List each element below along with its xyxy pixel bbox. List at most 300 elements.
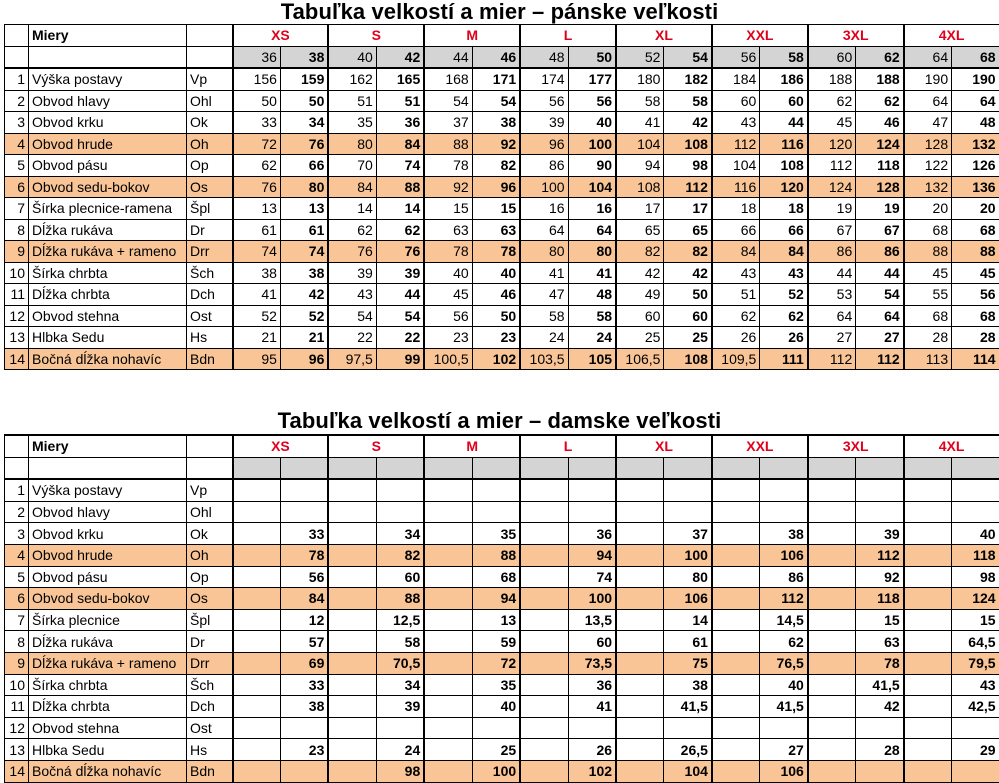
measure-empty bbox=[424, 501, 472, 523]
measure-value: 21 bbox=[233, 327, 281, 349]
measure-value bbox=[856, 717, 904, 739]
measure-value bbox=[568, 501, 616, 523]
measure-empty bbox=[233, 588, 281, 610]
measure-value: 58 bbox=[376, 631, 424, 653]
measure-value: 24 bbox=[376, 739, 424, 761]
measure-value bbox=[760, 501, 808, 523]
measure-value: 35 bbox=[472, 523, 520, 545]
measure-value: 106,5 bbox=[616, 348, 664, 370]
subsize-cell bbox=[280, 457, 328, 479]
measure-empty bbox=[424, 696, 472, 718]
measure-value bbox=[760, 717, 808, 739]
measure-value: 61 bbox=[664, 631, 712, 653]
measure-value: 35 bbox=[328, 112, 376, 134]
measure-name: Obvod hlavy bbox=[29, 501, 187, 523]
measure-empty bbox=[233, 717, 281, 739]
header-row bbox=[5, 435, 999, 457]
subsize-cell bbox=[808, 457, 856, 479]
measure-empty bbox=[616, 479, 664, 501]
measure-value: 24 bbox=[520, 327, 568, 349]
measure-value: 65 bbox=[616, 219, 664, 241]
measure-value: 94 bbox=[568, 544, 616, 566]
measure-value: 114 bbox=[952, 348, 999, 370]
measure-value: 25 bbox=[664, 327, 712, 349]
measure-value bbox=[280, 760, 328, 782]
measure-value: 92 bbox=[424, 176, 472, 198]
measure-row bbox=[5, 479, 999, 501]
measure-value: 40 bbox=[952, 523, 999, 545]
measure-row bbox=[5, 262, 999, 284]
measure-value: 82 bbox=[664, 241, 712, 263]
measure-value: 188 bbox=[808, 68, 856, 90]
subsize-cell: 52 bbox=[616, 46, 664, 68]
measure-value: 82 bbox=[472, 155, 520, 177]
measure-name: Hlbka Sedu bbox=[29, 327, 187, 349]
measure-value: 38 bbox=[280, 262, 328, 284]
measure-empty bbox=[904, 717, 952, 739]
measure-value bbox=[952, 501, 999, 523]
subsize-cell: 54 bbox=[664, 46, 712, 68]
measure-value: 45 bbox=[808, 112, 856, 134]
measure-value: 118 bbox=[952, 544, 999, 566]
subsize-cell: 42 bbox=[376, 46, 424, 68]
measure-value: 56 bbox=[424, 305, 472, 327]
measure-value: 84 bbox=[712, 241, 760, 263]
measure-value: 72 bbox=[472, 652, 520, 674]
measure-empty bbox=[712, 479, 760, 501]
measure-value: 15 bbox=[424, 198, 472, 220]
measure-value: 174 bbox=[520, 68, 568, 90]
measure-value: 188 bbox=[856, 68, 904, 90]
mens-size-table bbox=[4, 24, 999, 370]
measure-value: 39 bbox=[328, 262, 376, 284]
measure-abbr: Drr bbox=[187, 241, 233, 263]
measure-abbr: Bdn bbox=[187, 348, 233, 370]
measure-value: 190 bbox=[904, 68, 952, 90]
measure-empty bbox=[520, 674, 568, 696]
measure-value bbox=[568, 479, 616, 501]
measure-value: 47 bbox=[520, 284, 568, 306]
subsize-cell bbox=[664, 457, 712, 479]
measure-name: Šírka plecnice bbox=[29, 609, 187, 631]
measure-value: 118 bbox=[856, 155, 904, 177]
blank-cell bbox=[5, 46, 29, 68]
measure-abbr: Hs bbox=[187, 327, 233, 349]
measure-abbr: Vp bbox=[187, 68, 233, 90]
subsize-cell: 68 bbox=[952, 46, 999, 68]
subsize-cell bbox=[904, 457, 952, 479]
measure-value: 75 bbox=[664, 652, 712, 674]
measure-value: 37 bbox=[424, 112, 472, 134]
measure-value: 19 bbox=[856, 198, 904, 220]
measure-value: 61 bbox=[233, 219, 281, 241]
measure-value: 88 bbox=[376, 176, 424, 198]
measure-value: 45 bbox=[952, 262, 999, 284]
measure-value: 51 bbox=[328, 90, 376, 112]
measure-empty bbox=[712, 760, 760, 782]
measure-value: 34 bbox=[376, 674, 424, 696]
measure-empty bbox=[328, 696, 376, 718]
measure-value: 42 bbox=[664, 262, 712, 284]
subsize-cell: 38 bbox=[280, 46, 328, 68]
measure-value: 74 bbox=[233, 241, 281, 263]
measure-value: 78 bbox=[280, 544, 328, 566]
measure-value: 23 bbox=[280, 739, 328, 761]
measure-value: 186 bbox=[760, 68, 808, 90]
measure-value: 74 bbox=[376, 155, 424, 177]
measure-value bbox=[280, 479, 328, 501]
measure-empty bbox=[424, 588, 472, 610]
measure-empty bbox=[808, 631, 856, 653]
measure-empty bbox=[904, 609, 952, 631]
measure-name: Dĺžka rukáva + rameno bbox=[29, 241, 187, 263]
measure-value: 45 bbox=[904, 262, 952, 284]
row-number: 4 bbox=[5, 544, 29, 566]
measure-abbr: Dr bbox=[187, 219, 233, 241]
measure-value: 52 bbox=[233, 305, 281, 327]
subsize-cell bbox=[712, 457, 760, 479]
measure-value: 106 bbox=[664, 588, 712, 610]
measure-value: 100 bbox=[520, 176, 568, 198]
measure-value: 102 bbox=[568, 760, 616, 782]
measure-name: Obvod sedu-bokov bbox=[29, 176, 187, 198]
measure-value: 132 bbox=[952, 133, 999, 155]
measure-value: 126 bbox=[952, 155, 999, 177]
measure-value: 96 bbox=[280, 348, 328, 370]
measure-value: 86 bbox=[808, 241, 856, 263]
measure-empty bbox=[808, 609, 856, 631]
measure-value: 177 bbox=[568, 68, 616, 90]
measure-empty bbox=[712, 544, 760, 566]
measure-abbr: Ok bbox=[187, 523, 233, 545]
measure-value: 59 bbox=[472, 631, 520, 653]
measure-empty bbox=[616, 696, 664, 718]
measure-value bbox=[376, 501, 424, 523]
measure-value: 13 bbox=[472, 609, 520, 631]
measure-value: 64 bbox=[568, 219, 616, 241]
abbr-header bbox=[187, 25, 233, 47]
measure-name: Obvod stehna bbox=[29, 305, 187, 327]
measure-empty bbox=[424, 544, 472, 566]
row-number: 13 bbox=[5, 739, 29, 761]
measure-row bbox=[5, 501, 999, 523]
measure-value: 88 bbox=[904, 241, 952, 263]
measure-empty bbox=[233, 566, 281, 588]
measure-value: 60 bbox=[568, 631, 616, 653]
measure-abbr: Dch bbox=[187, 696, 233, 718]
row-number: 7 bbox=[5, 609, 29, 631]
measure-value: 128 bbox=[904, 133, 952, 155]
measure-value bbox=[472, 501, 520, 523]
measure-value: 116 bbox=[760, 133, 808, 155]
measure-value: 57 bbox=[280, 631, 328, 653]
measure-empty bbox=[712, 588, 760, 610]
subsize-cell: 50 bbox=[568, 46, 616, 68]
size-header: XS bbox=[233, 25, 329, 47]
measure-empty bbox=[616, 674, 664, 696]
subsize-cell bbox=[760, 457, 808, 479]
blank-cell bbox=[5, 457, 29, 479]
measure-value: 76 bbox=[328, 241, 376, 263]
measure-empty bbox=[904, 631, 952, 653]
measure-value: 58 bbox=[616, 90, 664, 112]
measure-value: 16 bbox=[568, 198, 616, 220]
measure-value: 63 bbox=[856, 631, 904, 653]
measure-value: 36 bbox=[568, 674, 616, 696]
measure-value: 21 bbox=[280, 327, 328, 349]
measure-abbr: Drr bbox=[187, 652, 233, 674]
measure-value: 36 bbox=[568, 523, 616, 545]
measure-abbr: Šch bbox=[187, 262, 233, 284]
measure-value: 78 bbox=[424, 241, 472, 263]
measure-value: 56 bbox=[952, 284, 999, 306]
measure-empty bbox=[904, 696, 952, 718]
measure-value: 70,5 bbox=[376, 652, 424, 674]
measure-value: 41,5 bbox=[760, 696, 808, 718]
measure-value: 64 bbox=[856, 305, 904, 327]
row-number: 9 bbox=[5, 652, 29, 674]
measure-empty bbox=[328, 674, 376, 696]
measure-value: 162 bbox=[328, 68, 376, 90]
measure-value: 84 bbox=[328, 176, 376, 198]
womens-size-table bbox=[4, 434, 999, 783]
measure-value: 69 bbox=[280, 652, 328, 674]
size-header: XS bbox=[233, 435, 329, 457]
measure-value: 33 bbox=[280, 523, 328, 545]
measure-empty bbox=[712, 501, 760, 523]
measure-value: 84 bbox=[760, 241, 808, 263]
measure-value: 68 bbox=[904, 219, 952, 241]
measure-value: 111 bbox=[760, 348, 808, 370]
measure-name: Šírka chrbta bbox=[29, 674, 187, 696]
subsize-cell: 48 bbox=[520, 46, 568, 68]
measure-row bbox=[5, 674, 999, 696]
measure-name: Obvod stehna bbox=[29, 717, 187, 739]
measure-value: 100 bbox=[472, 760, 520, 782]
measure-value: 63 bbox=[472, 219, 520, 241]
measure-value: 168 bbox=[424, 68, 472, 90]
measure-name: Obvod krku bbox=[29, 523, 187, 545]
measure-value: 48 bbox=[568, 284, 616, 306]
measure-value: 128 bbox=[856, 176, 904, 198]
row-number: 6 bbox=[5, 588, 29, 610]
measure-empty bbox=[904, 523, 952, 545]
measure-abbr: Os bbox=[187, 588, 233, 610]
row-number: 2 bbox=[5, 90, 29, 112]
measure-value: 108 bbox=[664, 348, 712, 370]
measure-value: 100 bbox=[568, 588, 616, 610]
measure-value: 74 bbox=[280, 241, 328, 263]
measure-empty bbox=[233, 739, 281, 761]
measure-empty bbox=[520, 523, 568, 545]
row-number: 1 bbox=[5, 479, 29, 501]
measure-value: 50 bbox=[233, 90, 281, 112]
measure-value: 112 bbox=[856, 348, 904, 370]
measure-value: 56 bbox=[280, 566, 328, 588]
measure-value: 190 bbox=[952, 68, 999, 90]
measure-value: 96 bbox=[472, 176, 520, 198]
measure-value: 47 bbox=[904, 112, 952, 134]
measure-value: 80 bbox=[568, 241, 616, 263]
row-number: 12 bbox=[5, 305, 29, 327]
measure-empty bbox=[616, 523, 664, 545]
measure-value: 78 bbox=[472, 241, 520, 263]
measure-value: 43 bbox=[712, 262, 760, 284]
row-number: 14 bbox=[5, 760, 29, 782]
measure-name: Bočná dĺžka nohavíc bbox=[29, 348, 187, 370]
measure-value: 64 bbox=[904, 90, 952, 112]
measure-value: 42,5 bbox=[952, 696, 999, 718]
measure-abbr: Ohl bbox=[187, 501, 233, 523]
measure-value: 51 bbox=[376, 90, 424, 112]
measure-value: 20 bbox=[904, 198, 952, 220]
measure-empty bbox=[712, 652, 760, 674]
measure-empty bbox=[520, 501, 568, 523]
measure-name: Dĺžka rukáva bbox=[29, 219, 187, 241]
measure-abbr: Ohl bbox=[187, 90, 233, 112]
size-header: M bbox=[424, 25, 520, 47]
measure-empty bbox=[712, 631, 760, 653]
corner-cell bbox=[5, 435, 29, 457]
row-number: 8 bbox=[5, 219, 29, 241]
measure-value: 120 bbox=[808, 133, 856, 155]
measure-value: 165 bbox=[376, 68, 424, 90]
measure-value: 84 bbox=[376, 133, 424, 155]
measure-empty bbox=[616, 760, 664, 782]
measure-value: 43 bbox=[760, 262, 808, 284]
measure-empty bbox=[328, 479, 376, 501]
measure-value: 104 bbox=[616, 133, 664, 155]
measure-empty bbox=[904, 739, 952, 761]
measure-empty bbox=[520, 717, 568, 739]
measure-value: 43 bbox=[328, 284, 376, 306]
measure-value: 112 bbox=[808, 348, 856, 370]
measure-value: 124 bbox=[952, 588, 999, 610]
measure-value: 33 bbox=[280, 674, 328, 696]
measure-empty bbox=[616, 717, 664, 739]
measure-value: 106 bbox=[760, 760, 808, 782]
measure-empty bbox=[904, 501, 952, 523]
measure-row bbox=[5, 68, 999, 90]
measure-value bbox=[472, 717, 520, 739]
measure-empty bbox=[520, 652, 568, 674]
measure-value: 56 bbox=[520, 90, 568, 112]
measure-name: Obvod pásu bbox=[29, 566, 187, 588]
measure-value: 88 bbox=[952, 241, 999, 263]
measure-value: 112 bbox=[664, 176, 712, 198]
measure-value: 49 bbox=[616, 284, 664, 306]
measure-empty bbox=[808, 717, 856, 739]
measure-value: 79,5 bbox=[952, 652, 999, 674]
subsize-cell bbox=[328, 457, 376, 479]
measure-empty bbox=[328, 760, 376, 782]
measure-row bbox=[5, 348, 999, 370]
measure-value: 76,5 bbox=[760, 652, 808, 674]
measure-empty bbox=[712, 566, 760, 588]
measure-value: 40 bbox=[472, 696, 520, 718]
measure-value: 44 bbox=[856, 262, 904, 284]
measure-value: 38 bbox=[664, 674, 712, 696]
measure-empty bbox=[424, 631, 472, 653]
measure-empty bbox=[808, 588, 856, 610]
measure-value: 62 bbox=[760, 631, 808, 653]
measure-value bbox=[376, 717, 424, 739]
measure-name: Obvod hlavy bbox=[29, 90, 187, 112]
corner-cell bbox=[5, 25, 29, 47]
measure-value: 70 bbox=[328, 155, 376, 177]
measure-value: 64,5 bbox=[952, 631, 999, 653]
row-number: 6 bbox=[5, 176, 29, 198]
measure-value: 52 bbox=[760, 284, 808, 306]
measure-value: 112 bbox=[856, 544, 904, 566]
measure-value: 136 bbox=[952, 176, 999, 198]
measure-value: 100 bbox=[568, 133, 616, 155]
measure-empty bbox=[233, 631, 281, 653]
measure-value: 27 bbox=[808, 327, 856, 349]
measure-value: 39 bbox=[376, 262, 424, 284]
measure-value: 171 bbox=[472, 68, 520, 90]
measure-value: 46 bbox=[856, 112, 904, 134]
measure-value: 38 bbox=[760, 523, 808, 545]
subsize-cell bbox=[376, 457, 424, 479]
subsize-row bbox=[5, 457, 999, 479]
measure-value bbox=[664, 501, 712, 523]
measure-value: 64 bbox=[808, 305, 856, 327]
measure-value: 48 bbox=[952, 112, 999, 134]
row-number: 9 bbox=[5, 241, 29, 263]
measure-empty bbox=[712, 717, 760, 739]
subsize-cell: 44 bbox=[424, 46, 472, 68]
measure-empty bbox=[328, 544, 376, 566]
measure-abbr: Op bbox=[187, 155, 233, 177]
measure-abbr: Os bbox=[187, 176, 233, 198]
measure-value: 18 bbox=[712, 198, 760, 220]
measure-value: 39 bbox=[376, 696, 424, 718]
subsize-cell bbox=[233, 457, 281, 479]
subsize-cell: 36 bbox=[233, 46, 281, 68]
measure-empty bbox=[328, 609, 376, 631]
measure-name: Dĺžka chrbta bbox=[29, 284, 187, 306]
measure-row bbox=[5, 523, 999, 545]
measure-empty bbox=[233, 674, 281, 696]
measure-row bbox=[5, 609, 999, 631]
measure-abbr: Ok bbox=[187, 112, 233, 134]
measure-value: 124 bbox=[808, 176, 856, 198]
measure-value: 60 bbox=[664, 305, 712, 327]
measure-value: 53 bbox=[808, 284, 856, 306]
measure-value: 112 bbox=[712, 133, 760, 155]
measure-value bbox=[568, 717, 616, 739]
measure-value: 26,5 bbox=[664, 739, 712, 761]
subsize-cell: 64 bbox=[904, 46, 952, 68]
measure-empty bbox=[712, 739, 760, 761]
measure-value: 124 bbox=[856, 133, 904, 155]
measure-value: 34 bbox=[376, 523, 424, 545]
measure-value: 50 bbox=[472, 305, 520, 327]
measure-value: 50 bbox=[280, 90, 328, 112]
measure-value: 78 bbox=[856, 652, 904, 674]
measure-row bbox=[5, 760, 999, 782]
measure-value: 108 bbox=[760, 155, 808, 177]
measure-name: Obvod hrude bbox=[29, 133, 187, 155]
measure-empty bbox=[712, 609, 760, 631]
subsize-cell: 46 bbox=[472, 46, 520, 68]
measure-value: 68 bbox=[904, 305, 952, 327]
measure-value: 39 bbox=[520, 112, 568, 134]
measure-value: 90 bbox=[568, 155, 616, 177]
measure-name: Výška postavy bbox=[29, 479, 187, 501]
measure-value: 78 bbox=[424, 155, 472, 177]
